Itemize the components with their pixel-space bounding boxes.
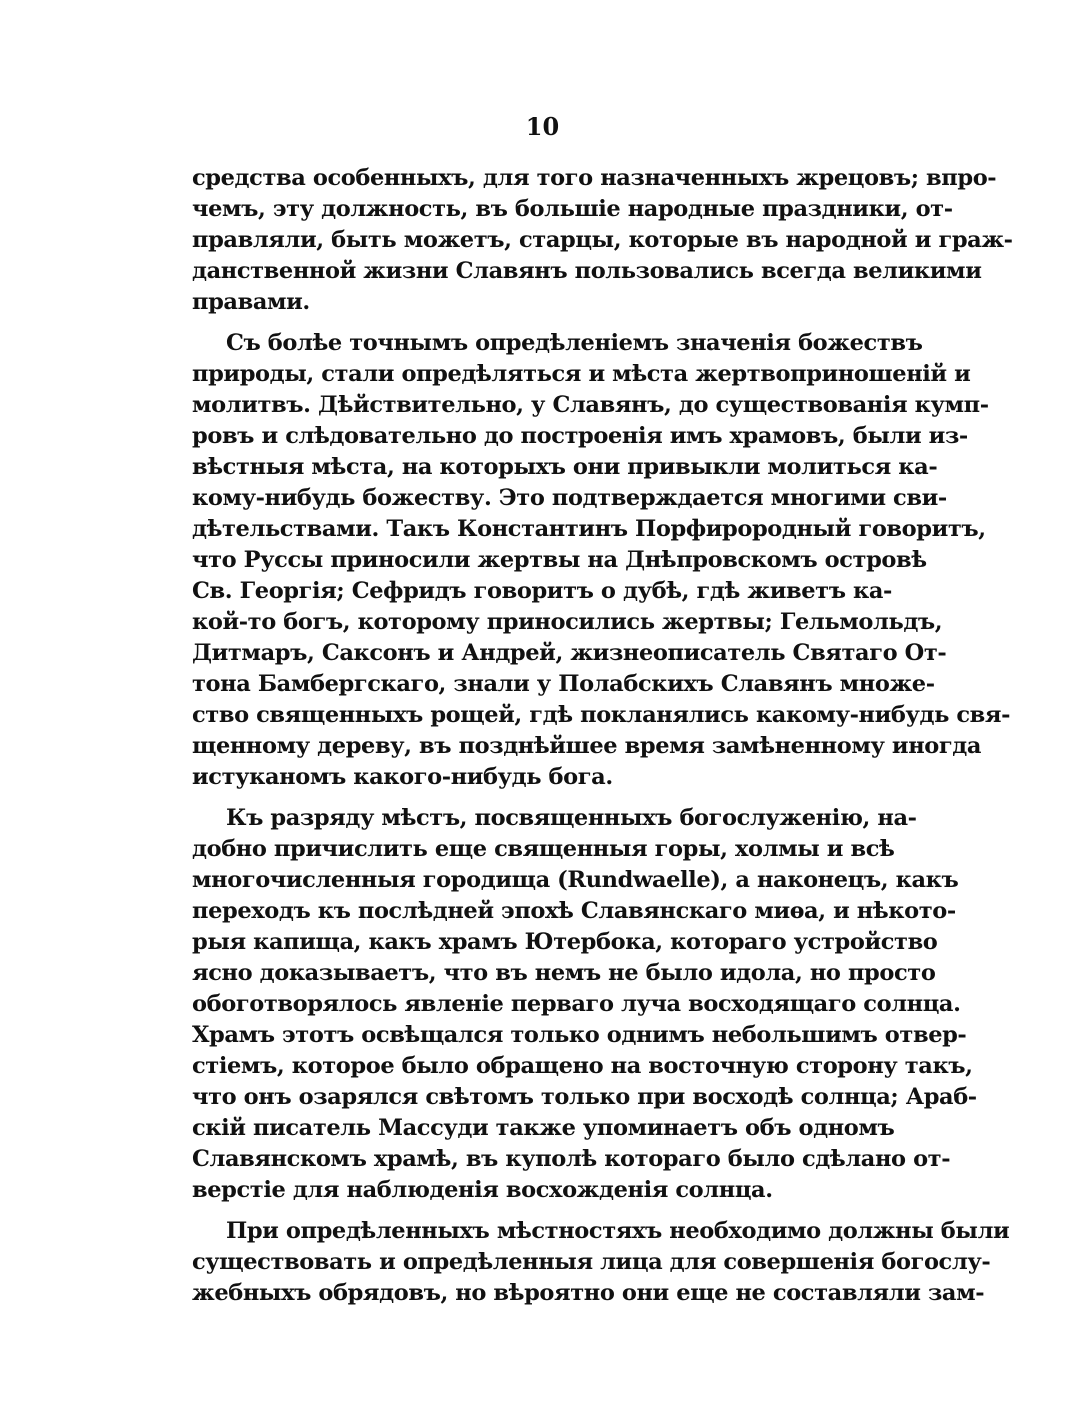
text-line: что Руссы приносили жертвы на Днѣпровскомъ островѣ xyxy=(192,547,927,573)
text-line: кому-нибудь божеству. Это подтверждается многими сви- xyxy=(192,485,947,511)
text-line: вѣстныя мѣста, на которыхъ они привыкли молиться ка- xyxy=(192,454,938,480)
text-line: Храмъ этотъ освѣщался только однимъ небольшимъ отвер- xyxy=(192,1022,967,1048)
text-line: ясно доказываетъ, что въ немъ не было идола, но просто xyxy=(192,960,936,986)
text-line: данственной жизни Славянъ пользовались всегда великими xyxy=(192,258,982,284)
text-line: При опредѣленныхъ мѣстностяхъ необходимо должны были xyxy=(226,1218,1010,1244)
text-line: Съ болѣе точнымъ опредѣленіемъ значенія божествъ xyxy=(226,330,923,356)
text-line: чемъ, эту должность, въ большіе народные праздники, от- xyxy=(192,196,953,222)
text-line: скій писатель Массуди также упоминаетъ объ одномъ xyxy=(192,1115,895,1141)
text-line: переходъ къ послѣдней эпохѣ Славянскаго миѳа, и нѣкото- xyxy=(192,898,956,924)
text-line: истуканомъ какого-нибудь бога. xyxy=(192,764,613,790)
text-line: многочисленныя городища (Rundwaelle), а наконецъ, какъ xyxy=(192,867,959,893)
page-number: 10 xyxy=(525,112,560,141)
body-text xyxy=(192,163,1013,1309)
text-line: Св. Георгія; Сефридъ говоритъ о дубѣ, гдѣ живетъ ка- xyxy=(192,578,892,604)
text-line: кой-то богъ, которому приносились жертвы; Гельмольдъ, xyxy=(192,609,943,635)
text-line: Славянскомъ храмѣ, въ куполѣ котораго было сдѣлано от- xyxy=(192,1146,951,1172)
text-line: молитвъ. Дѣйствительно, у Славянъ, до существованія кумп- xyxy=(192,392,989,418)
text-line: дѣтельствами. Такъ Константинъ Порфирородный говоритъ, xyxy=(192,516,986,542)
text-line: правляли, быть можетъ, старцы, которые въ народной и граж- xyxy=(192,227,1013,253)
text-line: верстіе для наблюденія восхожденія солнца. xyxy=(192,1177,773,1203)
text-line: что онъ озарялся свѣтомъ только при восходѣ солнца; Араб- xyxy=(192,1084,977,1110)
text-line: Къ разряду мѣстъ, посвященныхъ богослуженію, на- xyxy=(226,805,917,831)
text-line: правами. xyxy=(192,289,310,315)
text-line: ровъ и слѣдовательно до построенія имъ храмовъ, были из- xyxy=(192,423,968,449)
paragraph-3 xyxy=(192,803,977,1206)
text-line: обоготворялось явленіе перваго луча восходящаго солнца. xyxy=(192,991,961,1017)
text-line: щенному дереву, въ позднѣйшее время замѣненному иногда xyxy=(192,733,982,759)
text-line: природы, стали опредѣляться и мѣста жертвоприношеній и xyxy=(192,361,971,387)
text-line: рыя капища, какъ храмъ Ютербока, котораго устройство xyxy=(192,929,938,955)
text-line: жебныхъ обрядовъ, но вѣроятно они еще не составляли зам- xyxy=(192,1280,985,1306)
text-line: существовать и опредѣленныя лица для совершенія богослу- xyxy=(192,1249,991,1275)
text-line: средства особенныхъ, для того назначенныхъ жрецовъ; впро- xyxy=(192,165,997,191)
paragraph-4 xyxy=(192,1216,1010,1309)
paragraph-1 xyxy=(192,163,1013,318)
paragraph-2 xyxy=(192,328,1011,793)
text-line: добно причислить еще священныя горы, холмы и всѣ xyxy=(192,836,895,862)
text-line: тона Бамбергскаго, знали у Полабскихъ Славянъ множе- xyxy=(192,671,935,697)
text-line: Дитмаръ, Саксонъ и Андрей, жизнеописатель Святаго От- xyxy=(192,640,947,666)
text-line: стіемъ, которое было обращено на восточную сторону такъ, xyxy=(192,1053,973,1079)
text-line: ство священныхъ рощей, гдѣ покланялись какому-нибудь свя- xyxy=(192,702,1011,728)
